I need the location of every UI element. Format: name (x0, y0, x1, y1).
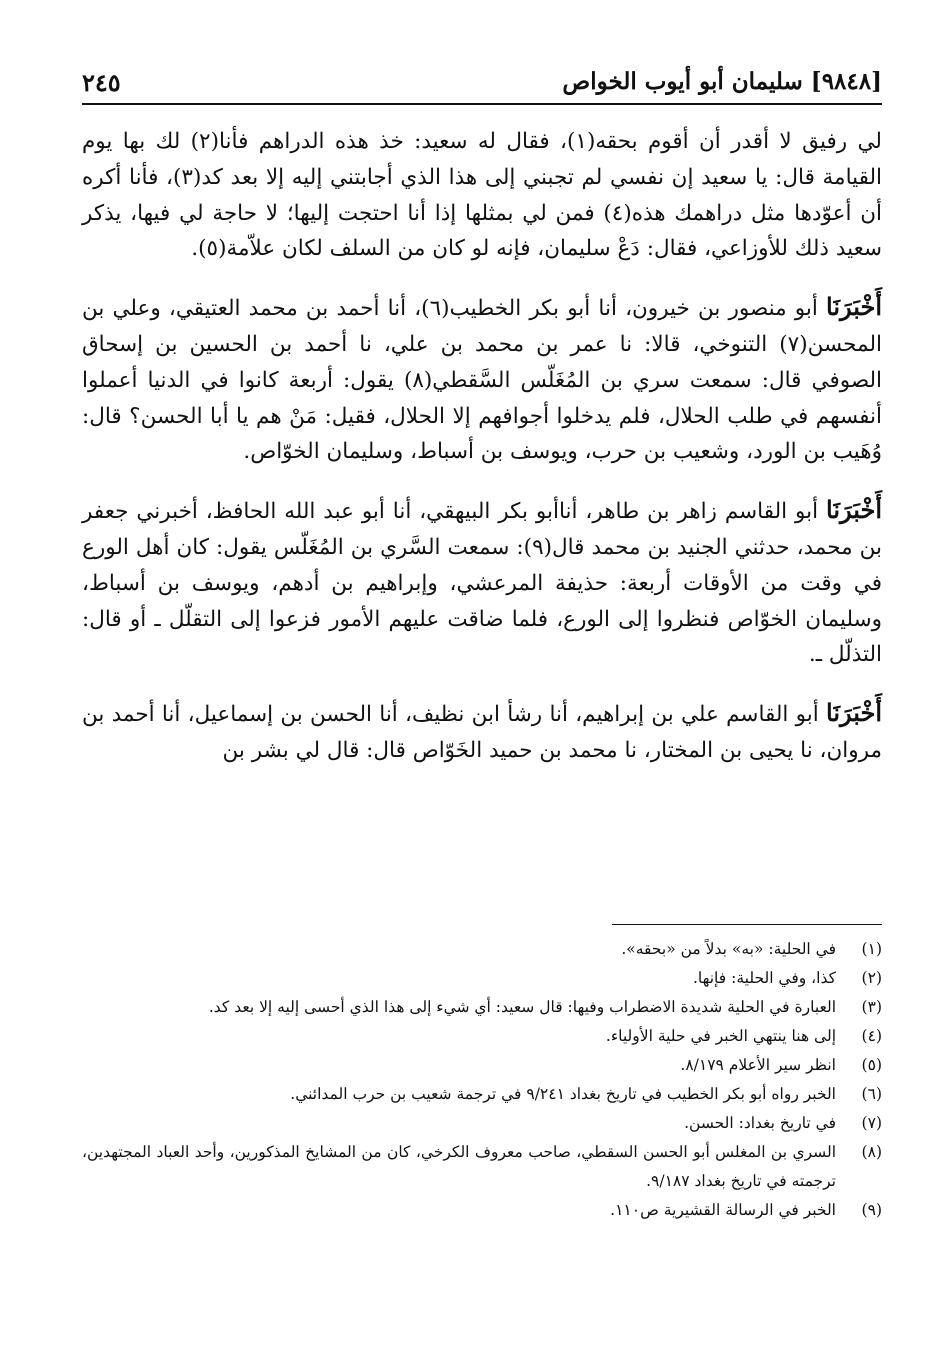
footnote-number: (٤) (861, 1027, 882, 1045)
footnote-number: (٣) (861, 998, 882, 1016)
footnotes (82, 935, 882, 1225)
paragraph-text: أبو منصور بن خيرون، أنا أبو بكر الخطيب(٦)، أنا أحمد بن محمد العتيقي، وعلي بن المحسن(٧) التنوخي، قالا: نا عمر بن محمد بن علي، نا أحمد بن الحسين بن إسحاق الصوفي قال: سمعت سري بن المُغَلّس السَّقطي(٨) يقول: أربعة كانوا في الدنيا أعملوا أنفسهم في طلب الحلال، فلم يدخلوا أجوافهم إلا الحلال، فقيل: مَنْ هم يا أبا الحسن؟ قال: وُهَيب بن الورد، وشعيب بن حرب، ويوسف بن أسباط، وسليمان الخوّاص. (82, 296, 882, 465)
footnote (82, 1109, 882, 1138)
footnote-text: السري بن المغلس أبو الحسن السقطي، صاحب معروف الكرخي، كان من المشايخ المذكورين، وأحد العباد المجتهدين، ترجمته في تاريخ بغداد ٩/١٨٧. (82, 1143, 836, 1190)
paragraph-1 (82, 122, 882, 267)
footnote (82, 1196, 882, 1225)
footnote (82, 1022, 882, 1051)
footnote-text: كذا، وفي الحلية: فإنها. (692, 969, 836, 987)
footnote-number: (٧) (861, 1114, 882, 1132)
footnote-number: (٢) (861, 969, 882, 987)
running-title: [٩٨٤٨] سليمان أبو أيوب الخواص (562, 68, 882, 95)
footnote-number: (١) (861, 940, 882, 958)
footnote (82, 964, 882, 993)
paragraph-3 (82, 492, 882, 673)
footnote (82, 1138, 882, 1196)
page-header (82, 62, 882, 102)
footnote (82, 1051, 882, 1080)
footnote (82, 935, 882, 964)
page-number: ٢٤٥ (82, 68, 121, 97)
header-rule (82, 103, 882, 105)
paragraph-2 (82, 289, 882, 470)
footnote-text: إلى هنا ينتهي الخبر في حلية الأولياء. (605, 1027, 836, 1045)
paragraph-lead: أَخْبَرَنَا (826, 495, 882, 525)
paragraph-4 (82, 695, 882, 769)
footnote-text: انظر سير الأعلام ٨/١٧٩. (680, 1056, 836, 1074)
footnote-text: العبارة في الحلية شديدة الاضطراب وفيها: قال سعيد: أي شيء إلى هذا الذي أحسى إليه إلا بعد كد. (208, 998, 836, 1016)
footnote-text: في الحلية: «به» بدلاً من «بحقه». (621, 940, 836, 958)
paragraph-text: أبو القاسم زاهر بن طاهر، أناأبو بكر البيهقي، أنا أبو عبد الله الحافظ، أخبرني جعفر بن محمد، حدثني الجنيد بن محمد قال(٩): سمعت السَّري بن المُغَلّس يقول: كان أهل الورع في وقت من الأوقات أربعة: حذيفة المرعشي، وإبراهيم بن أدهم، ويوسف بن أسباط، وسليمان الخوّاص فنظروا إلى الورع، فلما ضاقت عليهم الأمور فزعوا إلى التقلّل ـ أو قال: التذلّل ـ. (82, 499, 882, 668)
footnote-number: (٦) (861, 1085, 882, 1103)
footnote-number: (٩) (861, 1201, 882, 1219)
footnote-rule (612, 924, 882, 925)
footnote (82, 1080, 882, 1109)
footnote (82, 993, 882, 1022)
main-text (82, 122, 882, 791)
paragraph-lead: أَخْبَرَنَا (826, 698, 882, 728)
footnote-text: الخبر رواه أبو بكر الخطيب في تاريخ بغداد ٩/٢٤١ في ترجمة شعيب بن حرب المدائني. (290, 1085, 836, 1103)
paragraph-text: لي رفيق لا أقدر أن أقوم بحقه(١)، فقال له سعيد: خذ هذه الدراهم فأنا(٢) لك بها يوم القيامة قال: يا سعيد إن نفسي لم تجبني إلى هذا الذي أجابتني إليه إلا بعد كد(٣)، فأنا أكره أن أعوّدها مثل دراهمك هذه(٤) فمن لي بمثلها إذا أنا احتجت إليها؛ لا حاجة لي فيها، يذكر سعيد ذلك للأوزاعي، فقال: دَعْ سليمان، فإنه لو كان من السلف لكان علاّمة(٥). (82, 129, 883, 262)
footnote-number: (٨) (861, 1143, 882, 1161)
footnote-text: الخبر في الرسالة القشيرية ص١١٠. (610, 1201, 836, 1219)
footnote-number: (٥) (861, 1056, 882, 1074)
paragraph-text: أبو القاسم علي بن إبراهيم، أنا رشأ ابن نظيف، أنا الحسن بن إسماعيل، أنا أحمد بن مروان، نا يحيى بن المختار، نا محمد بن حميد الخَوّاص قال: قال لي بشر بن (82, 702, 882, 763)
paragraph-lead: أَخْبَرَنَا (826, 292, 882, 322)
footnote-text: في تاريخ بغداد: الحسن. (684, 1114, 836, 1132)
